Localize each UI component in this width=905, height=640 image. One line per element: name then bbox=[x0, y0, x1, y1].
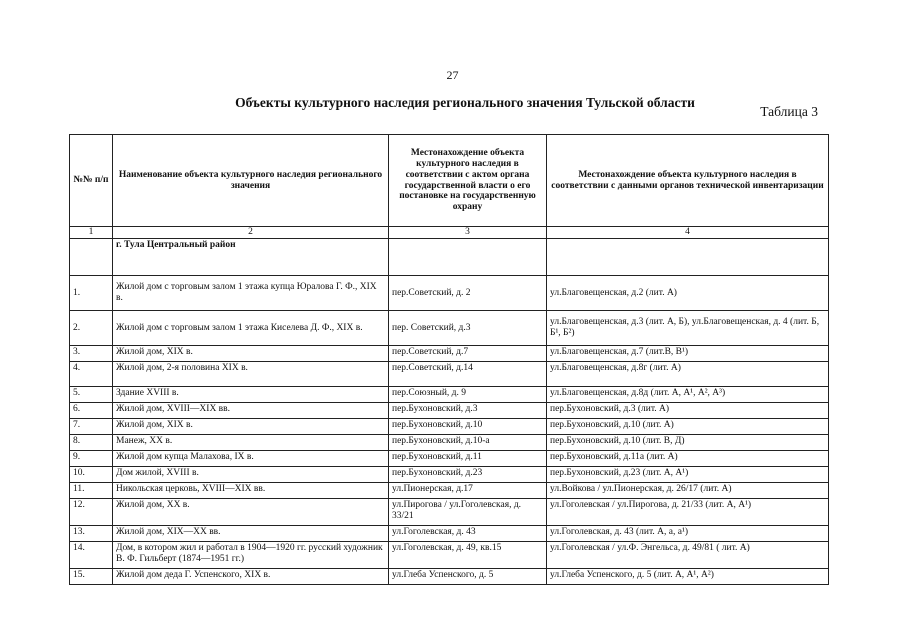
location-inventory: ул.Благовещенская, д.7 (лит.В, В¹) bbox=[547, 346, 829, 362]
object-name: Дом, в котором жил и работал в 1904—1920 гг. русский художник В. Ф. Гильберт (1874—1951 гг.) bbox=[113, 542, 389, 569]
object-name: Дом жилой, XVIII в. bbox=[113, 467, 389, 483]
object-name: Жилой дом, XIX—XX вв. bbox=[113, 526, 389, 542]
table-row bbox=[70, 569, 829, 585]
table-row bbox=[70, 435, 829, 451]
table-row bbox=[70, 499, 829, 526]
header-num: №№ п/п bbox=[70, 135, 113, 227]
row-number: 9. bbox=[70, 451, 113, 467]
object-name: Жилой дом, XIX в. bbox=[113, 346, 389, 362]
table-row bbox=[70, 483, 829, 499]
table-row bbox=[70, 467, 829, 483]
location-act: пер.Советский, д.14 bbox=[389, 362, 547, 387]
location-inventory: пер.Бухоновский, д.11а (лит. А) bbox=[547, 451, 829, 467]
table-row bbox=[70, 362, 829, 387]
header-location-inventory: Местонахождение объекта культурного наследия в соответствии с данными органов технической инвентаризации bbox=[547, 135, 829, 227]
table-row bbox=[70, 276, 829, 311]
column-index: 2 bbox=[113, 227, 389, 239]
location-inventory: ул.Гоголевская / ул.Пирогова, д. 21/33 (лит. А, А¹) bbox=[547, 499, 829, 526]
location-act: пер.Советский, д.7 bbox=[389, 346, 547, 362]
object-name: Никольская церковь, XVIII—XIX вв. bbox=[113, 483, 389, 499]
location-act: пер.Советский, д. 2 bbox=[389, 276, 547, 311]
table-row bbox=[70, 403, 829, 419]
location-act: пер.Бухоновский, д.3 bbox=[389, 403, 547, 419]
location-inventory: ул.Гоголевская / ул.Ф. Энгельса, д. 49/81 ( лит. А) bbox=[547, 542, 829, 569]
object-name: Жилой дом деда Г. Успенского, XIX в. bbox=[113, 569, 389, 585]
location-act: пер.Бухоновский, д.23 bbox=[389, 467, 547, 483]
table-row bbox=[70, 311, 829, 346]
row-number: 5. bbox=[70, 387, 113, 403]
row-number: 12. bbox=[70, 499, 113, 526]
column-index-row bbox=[70, 227, 829, 239]
location-act: ул.Пионерская, д.17 bbox=[389, 483, 547, 499]
row-number: 7. bbox=[70, 419, 113, 435]
location-act: пер.Союзный, д. 9 bbox=[389, 387, 547, 403]
row-number: 11. bbox=[70, 483, 113, 499]
section-empty-cell bbox=[389, 239, 547, 276]
location-inventory: ул.Глеба Успенского, д. 5 (лит. А, А¹, А²) bbox=[547, 569, 829, 585]
column-index: 3 bbox=[389, 227, 547, 239]
row-number: 3. bbox=[70, 346, 113, 362]
section-empty-cell bbox=[547, 239, 829, 276]
table-row bbox=[70, 451, 829, 467]
location-inventory: пер.Бухоновский, д.3 (лит. А) bbox=[547, 403, 829, 419]
location-inventory: ул.Благовещенская, д.2 (лит. А) bbox=[547, 276, 829, 311]
location-act: ул.Глеба Успенского, д. 5 bbox=[389, 569, 547, 585]
object-name: Жилой дом купца Малахова, IX в. bbox=[113, 451, 389, 467]
row-number: 15. bbox=[70, 569, 113, 585]
table-row bbox=[70, 526, 829, 542]
row-number: 1. bbox=[70, 276, 113, 311]
location-inventory: пер.Бухоновский, д.10 (лит. В, Д) bbox=[547, 435, 829, 451]
location-inventory: пер.Бухоновский, д.10 (лит. А) bbox=[547, 419, 829, 435]
object-name: Жилой дом с торговым залом 1 этажа купца Юралова Г. Ф., XIX в. bbox=[113, 276, 389, 311]
object-name: Манеж, XX в. bbox=[113, 435, 389, 451]
object-name: Жилой дом, 2-я половина XIX в. bbox=[113, 362, 389, 387]
object-name: Жилой дом, XIX в. bbox=[113, 419, 389, 435]
row-number: 8. bbox=[70, 435, 113, 451]
object-name: Жилой дом, XVIII—XIX вв. bbox=[113, 403, 389, 419]
row-number: 13. bbox=[70, 526, 113, 542]
table-row bbox=[70, 387, 829, 403]
location-act: ул.Гоголевская, д. 43 bbox=[389, 526, 547, 542]
header-name: Наименование объекта культурного наследия регионального значения bbox=[113, 135, 389, 227]
location-act: пер. Советский, д.3 bbox=[389, 311, 547, 346]
location-act: пер.Бухоновский, д.11 bbox=[389, 451, 547, 467]
document-title: Объекты культурного наследия регионального значения Тульской области bbox=[235, 95, 695, 110]
row-number: 14. bbox=[70, 542, 113, 569]
object-name: Жилой дом с торговым залом 1 этажа Киселева Д. Ф., XIX в. bbox=[113, 311, 389, 346]
location-inventory: ул.Войкова / ул.Пионерская, д. 26/17 (лит. А) bbox=[547, 483, 829, 499]
row-number: 6. bbox=[70, 403, 113, 419]
row-number: 10. bbox=[70, 467, 113, 483]
location-act: ул.Пирогова / ул.Гоголевская, д. 33/21 bbox=[389, 499, 547, 526]
location-inventory: пер.Бухоновский, д.23 (лит. А, А¹) bbox=[547, 467, 829, 483]
table-label: Таблица 3 bbox=[760, 104, 818, 119]
object-name: Жилой дом, XX в. bbox=[113, 499, 389, 526]
location-inventory: ул.Благовещенская, д.8д (лит. А, А¹, А², А³) bbox=[547, 387, 829, 403]
section-empty-cell bbox=[70, 239, 113, 276]
location-act: пер.Бухоновский, д.10 bbox=[389, 419, 547, 435]
section-title: г. Тула Центральный район bbox=[113, 239, 389, 276]
object-name: Здание XVIII в. bbox=[113, 387, 389, 403]
table-row bbox=[70, 419, 829, 435]
section-row bbox=[70, 239, 829, 276]
header-row bbox=[70, 135, 829, 227]
location-inventory: ул.Гоголевская, д. 43 (лит. А, а, а¹) bbox=[547, 526, 829, 542]
column-index: 1 bbox=[70, 227, 113, 239]
heritage-table bbox=[69, 134, 829, 585]
location-inventory: ул.Благовещенская, д.3 (лит. А, Б), ул.Благовещенская, д. 4 (лит. Б, Б¹, Б²) bbox=[547, 311, 829, 346]
table-row bbox=[70, 542, 829, 569]
location-act: ул.Гоголевская, д. 49, кв.15 bbox=[389, 542, 547, 569]
row-number: 2. bbox=[70, 311, 113, 346]
header-location-act: Местонахождение объекта культурного наследия в соответствии с актом органа государственной власти о его постановке на государственную охрану bbox=[389, 135, 547, 227]
column-index: 4 bbox=[547, 227, 829, 239]
table-row bbox=[70, 346, 829, 362]
location-inventory: ул.Благовещенская, д.8г (лит. А) bbox=[547, 362, 829, 387]
page-number: 27 bbox=[446, 68, 459, 82]
row-number: 4. bbox=[70, 362, 113, 387]
location-act: пер.Бухоновский, д.10-а bbox=[389, 435, 547, 451]
